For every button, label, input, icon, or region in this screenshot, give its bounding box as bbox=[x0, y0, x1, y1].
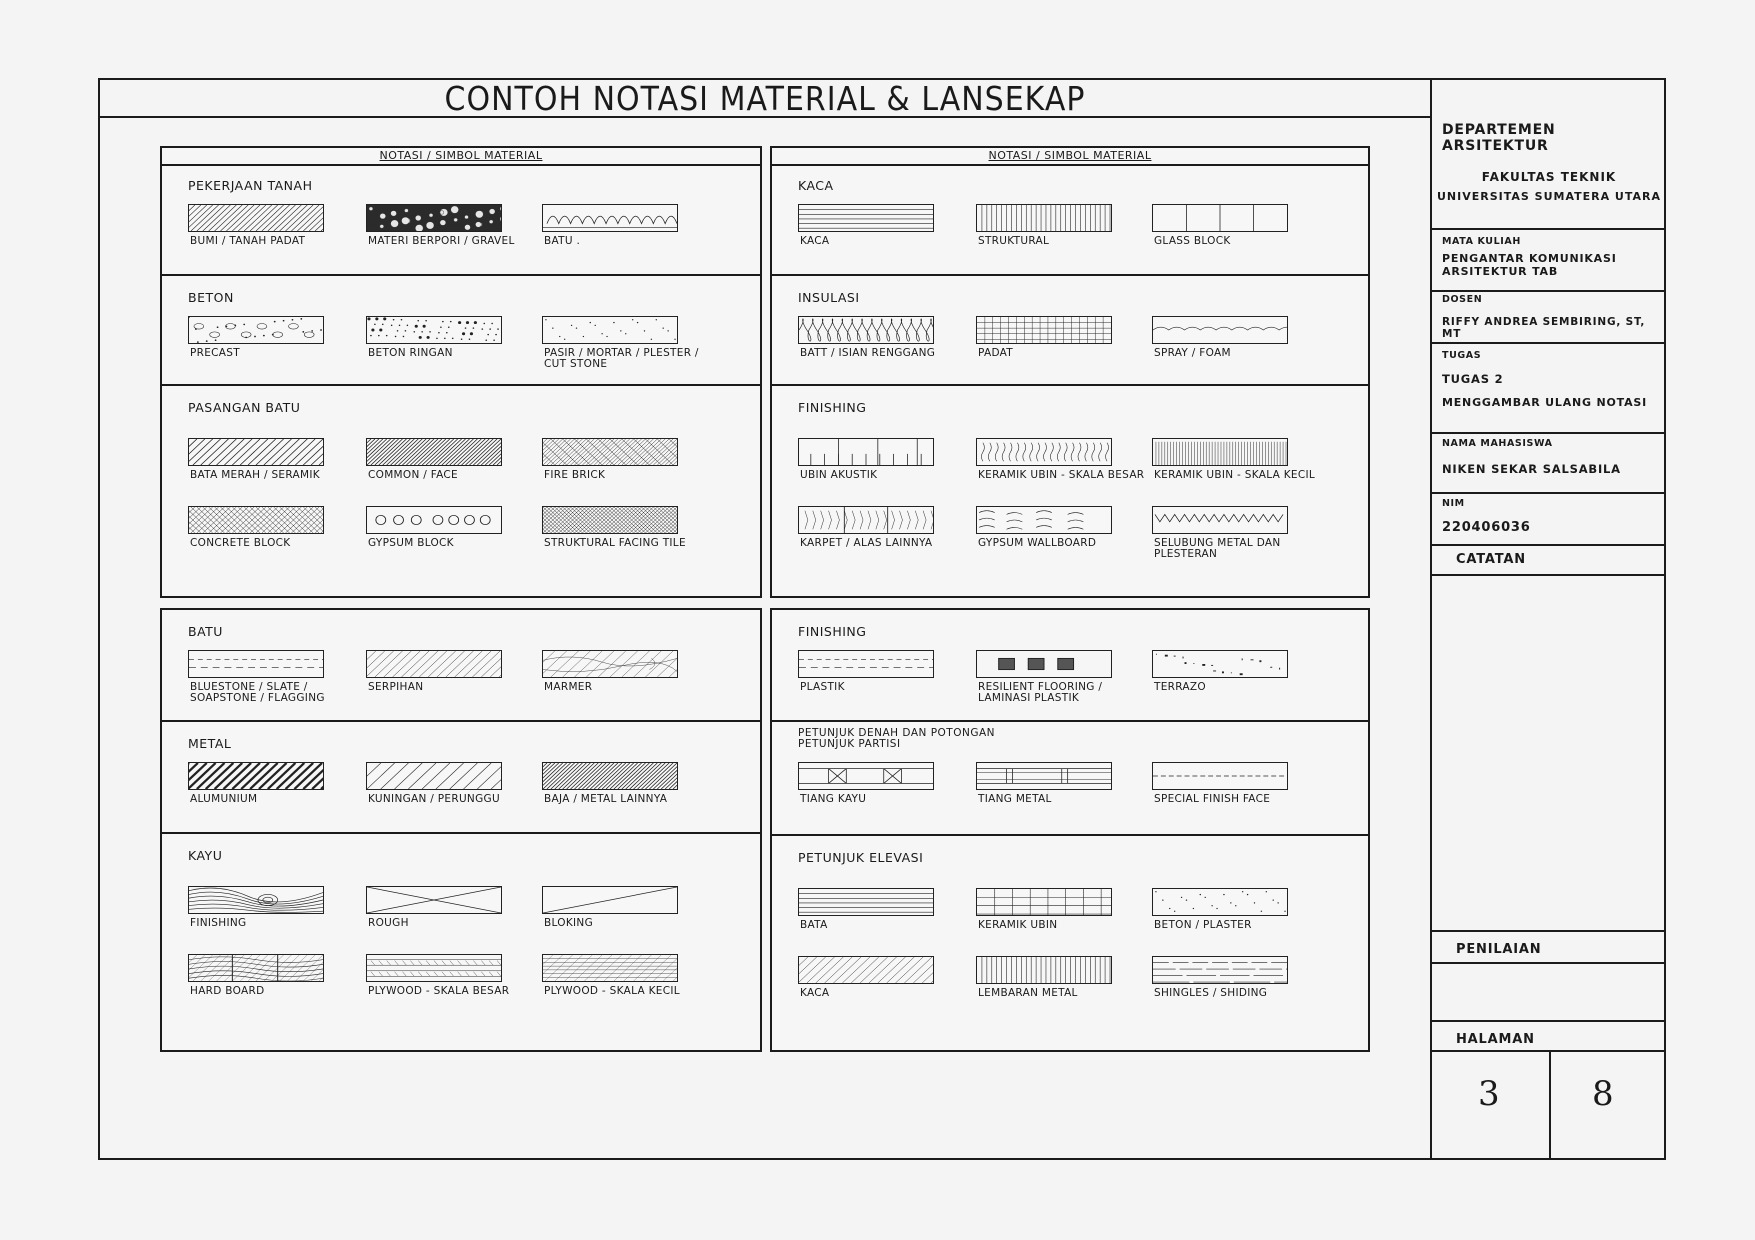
section-title: KACA bbox=[798, 178, 834, 193]
task-description: MENGGAMBAR ULANG NOTASI bbox=[1442, 396, 1648, 409]
section-title: INSULASI bbox=[798, 290, 860, 305]
panel-left-top bbox=[160, 146, 762, 598]
hatch-pattern-swatch bbox=[188, 438, 324, 466]
hatch-pattern-swatch bbox=[1152, 762, 1288, 790]
material-section bbox=[772, 276, 1368, 386]
hatch-pattern-swatch bbox=[366, 886, 502, 914]
department: DEPARTEMEN ARSITEKTUR bbox=[1442, 122, 1556, 154]
material-label: KERAMIK UBIN - SKALA KECIL bbox=[1154, 469, 1316, 481]
hatch-pattern-swatch bbox=[1152, 316, 1288, 344]
material-label: SHINGLES / SHIDING bbox=[1154, 987, 1268, 999]
material-label: HARD BOARD bbox=[190, 985, 265, 997]
student-label: NAMA MAHASISWA bbox=[1442, 438, 1553, 449]
material-label: FINISHING bbox=[190, 917, 247, 929]
lecturer-value: RIFFY ANDREA SEMBIRING, ST, MT bbox=[1442, 316, 1646, 340]
page-total: 8 bbox=[1592, 1074, 1614, 1114]
material-label: KARPET / ALAS LAINNYA bbox=[800, 537, 933, 549]
nim-row bbox=[1432, 494, 1666, 546]
hatch-pattern-swatch bbox=[542, 762, 678, 790]
material-label: GYPSUM BLOCK bbox=[368, 537, 454, 549]
hatch-pattern-swatch bbox=[1152, 506, 1288, 534]
hatch-pattern-swatch bbox=[798, 506, 934, 534]
page-label-row bbox=[1432, 1022, 1666, 1052]
assessment-label: PENILAIAN bbox=[1456, 942, 1542, 957]
hatch-pattern-swatch bbox=[542, 954, 678, 982]
hatch-pattern-swatch bbox=[366, 650, 502, 678]
material-label: STRUKTURAL bbox=[978, 235, 1050, 247]
nim-value: 220406036 bbox=[1442, 520, 1531, 535]
hatch-pattern-swatch bbox=[798, 316, 934, 344]
section-title: BATU bbox=[188, 624, 223, 639]
hatch-pattern-swatch bbox=[976, 506, 1112, 534]
course-label: MATA KULIAH bbox=[1442, 236, 1521, 247]
material-section bbox=[162, 386, 760, 594]
hatch-pattern-swatch bbox=[188, 650, 324, 678]
material-label: STRUKTURAL FACING TILE bbox=[544, 537, 686, 549]
section-title: PETUNJUK ELEVASI bbox=[798, 850, 924, 865]
hatch-pattern-swatch bbox=[366, 954, 502, 982]
hatch-pattern-swatch bbox=[976, 888, 1112, 916]
material-label: TIANG KAYU bbox=[800, 793, 867, 805]
hatch-pattern-swatch bbox=[542, 650, 678, 678]
hatch-pattern-swatch bbox=[366, 762, 502, 790]
material-label: BLOKING bbox=[544, 917, 594, 929]
material-label: KACA bbox=[800, 235, 830, 247]
hatch-pattern-swatch bbox=[798, 204, 934, 232]
hatch-pattern-swatch bbox=[976, 438, 1112, 466]
material-label: PLYWOOD - SKALA BESAR bbox=[368, 985, 510, 997]
material-section bbox=[772, 164, 1368, 276]
student-row bbox=[1432, 434, 1666, 494]
course-row bbox=[1432, 230, 1666, 292]
hatch-pattern-swatch bbox=[188, 506, 324, 534]
material-section bbox=[772, 836, 1368, 1050]
task-label: TUGAS bbox=[1442, 350, 1482, 361]
hatch-pattern-swatch bbox=[798, 438, 934, 466]
material-label: PLASTIK bbox=[800, 681, 845, 693]
section-title: PETUNJUK DENAH DAN POTONGAN PETUNJUK PARTISI bbox=[798, 727, 995, 750]
hatch-pattern-swatch bbox=[188, 204, 324, 232]
material-label: BATA MERAH / SERAMIK bbox=[190, 469, 320, 481]
material-label: GLASS BLOCK bbox=[1154, 235, 1231, 247]
material-label: ROUGH bbox=[368, 917, 409, 929]
notes-label: CATATAN bbox=[1456, 552, 1526, 567]
hatch-pattern-swatch bbox=[976, 204, 1112, 232]
section-title: KAYU bbox=[188, 848, 223, 863]
material-label: BLUESTONE / SLATE / SOAPSTONE / FLAGGING bbox=[190, 681, 325, 704]
material-label: CONCRETE BLOCK bbox=[190, 537, 291, 549]
section-title: METAL bbox=[188, 736, 232, 751]
material-label: BETON RINGAN bbox=[368, 347, 453, 359]
material-label: KERAMIK UBIN - SKALA BESAR bbox=[978, 469, 1145, 481]
material-section bbox=[772, 610, 1368, 722]
hatch-pattern-swatch bbox=[188, 316, 324, 344]
hatch-pattern-swatch bbox=[976, 650, 1112, 678]
drawing-frame bbox=[98, 78, 1666, 1160]
hatch-pattern-swatch bbox=[188, 886, 324, 914]
hatch-pattern-swatch bbox=[976, 316, 1112, 344]
hatch-pattern-swatch bbox=[542, 438, 678, 466]
hatch-pattern-swatch bbox=[366, 438, 502, 466]
material-label: ALUMUNIUM bbox=[190, 793, 258, 805]
hatch-pattern-swatch bbox=[1152, 204, 1288, 232]
hatch-pattern-swatch bbox=[1152, 650, 1288, 678]
material-label: TERRAZO bbox=[1154, 681, 1206, 693]
notes-area bbox=[1432, 576, 1666, 932]
material-label: PLYWOOD - SKALA KECIL bbox=[544, 985, 680, 997]
hatch-pattern-swatch bbox=[542, 506, 678, 534]
hatch-pattern-swatch bbox=[976, 762, 1112, 790]
material-section bbox=[162, 610, 760, 722]
page-label: HALAMAN bbox=[1456, 1032, 1535, 1047]
material-label: PASIR / MORTAR / PLESTER / CUT STONE bbox=[544, 347, 699, 370]
faculty: FAKULTAS TEKNIK bbox=[1481, 170, 1617, 184]
material-label: BETON / PLASTER bbox=[1154, 919, 1252, 931]
material-label: KACA bbox=[800, 987, 830, 999]
material-section bbox=[772, 722, 1368, 836]
course-value: PENGANTAR KOMUNIKASI ARSITEKTUR TAB bbox=[1442, 252, 1617, 278]
material-label: MARMER bbox=[544, 681, 593, 693]
hatch-pattern-swatch bbox=[542, 204, 678, 232]
panel-right-top bbox=[770, 146, 1370, 598]
material-label: BATT / ISIAN RENGGANG bbox=[800, 347, 936, 359]
hatch-pattern-swatch bbox=[1152, 956, 1288, 984]
section-title: FINISHING bbox=[798, 624, 867, 639]
hatch-pattern-swatch bbox=[798, 650, 934, 678]
lecturer-row bbox=[1432, 292, 1666, 344]
nim-label: NIM bbox=[1442, 498, 1465, 509]
hatch-pattern-swatch bbox=[188, 762, 324, 790]
material-label: TIANG METAL bbox=[978, 793, 1052, 805]
material-label: SERPIHAN bbox=[368, 681, 424, 693]
material-label: BATU . bbox=[544, 235, 581, 247]
material-label: BATA bbox=[800, 919, 828, 931]
assessment-row bbox=[1432, 932, 1666, 964]
sheet-title: CONTOH NOTASI MATERIAL & LANSEKAP bbox=[444, 80, 1086, 119]
material-section bbox=[162, 834, 760, 1050]
institution-row bbox=[1432, 80, 1666, 230]
student-value: NIKEN SEKAR SALSABILA bbox=[1442, 462, 1621, 476]
page-divider bbox=[1549, 1052, 1551, 1158]
hatch-pattern-swatch bbox=[188, 954, 324, 982]
hatch-pattern-swatch bbox=[798, 888, 934, 916]
material-section bbox=[162, 164, 760, 276]
hatch-pattern-swatch bbox=[798, 956, 934, 984]
hatch-pattern-swatch bbox=[798, 762, 934, 790]
material-label: BAJA / METAL LAINNYA bbox=[544, 793, 668, 805]
page-current: 3 bbox=[1478, 1074, 1500, 1114]
material-label: COMMON / FACE bbox=[368, 469, 458, 481]
title-block bbox=[1430, 80, 1666, 1160]
material-label: SPRAY / FOAM bbox=[1154, 347, 1231, 359]
task-value: TUGAS 2 bbox=[1442, 372, 1504, 386]
material-label: BUMI / TANAH PADAT bbox=[190, 235, 306, 247]
panel-heading: NOTASI / SIMBOL MATERIAL bbox=[772, 148, 1368, 166]
hatch-pattern-swatch bbox=[1152, 438, 1288, 466]
material-label: FIRE BRICK bbox=[544, 469, 606, 481]
task-row bbox=[1432, 344, 1666, 434]
hatch-pattern-swatch bbox=[366, 316, 502, 344]
material-label: LEMBARAN METAL bbox=[978, 987, 1078, 999]
section-title: BETON bbox=[188, 290, 234, 305]
material-label: SELUBUNG METAL DAN PLESTERAN bbox=[1154, 537, 1281, 560]
section-title: FINISHING bbox=[798, 400, 867, 415]
section-title: PASANGAN BATU bbox=[188, 400, 301, 415]
university: UNIVERSITAS SUMATERA UTARA bbox=[1436, 190, 1662, 203]
material-label: GYPSUM WALLBOARD bbox=[978, 537, 1097, 549]
material-label: PRECAST bbox=[190, 347, 240, 359]
assessment-area bbox=[1432, 964, 1666, 1022]
material-section bbox=[162, 722, 760, 834]
material-label: UBIN AKUSTIK bbox=[800, 469, 878, 481]
material-section bbox=[772, 386, 1368, 594]
material-section bbox=[162, 276, 760, 386]
title-band bbox=[100, 80, 1430, 118]
hatch-pattern-swatch bbox=[1152, 888, 1288, 916]
material-label: SPECIAL FINISH FACE bbox=[1154, 793, 1271, 805]
panel-heading: NOTASI / SIMBOL MATERIAL bbox=[162, 148, 760, 166]
lecturer-label: DOSEN bbox=[1442, 294, 1483, 305]
page-number-row bbox=[1432, 1052, 1666, 1158]
hatch-pattern-swatch bbox=[366, 204, 502, 232]
notes-row bbox=[1432, 546, 1666, 576]
panel-left-bottom bbox=[160, 608, 762, 1052]
hatch-pattern-swatch bbox=[542, 886, 678, 914]
material-label: RESILIENT FLOORING / LAMINASI PLASTIK bbox=[978, 681, 1103, 704]
material-label: KUNINGAN / PERUNGGU bbox=[368, 793, 500, 805]
hatch-pattern-swatch bbox=[542, 316, 678, 344]
panel-right-bottom bbox=[770, 608, 1370, 1052]
material-label: PADAT bbox=[978, 347, 1014, 359]
hatch-pattern-swatch bbox=[366, 506, 502, 534]
hatch-pattern-swatch bbox=[976, 956, 1112, 984]
section-title: PEKERJAAN TANAH bbox=[188, 178, 313, 193]
material-label: KERAMIK UBIN bbox=[978, 919, 1058, 931]
material-label: MATERI BERPORI / GRAVEL bbox=[368, 235, 515, 247]
